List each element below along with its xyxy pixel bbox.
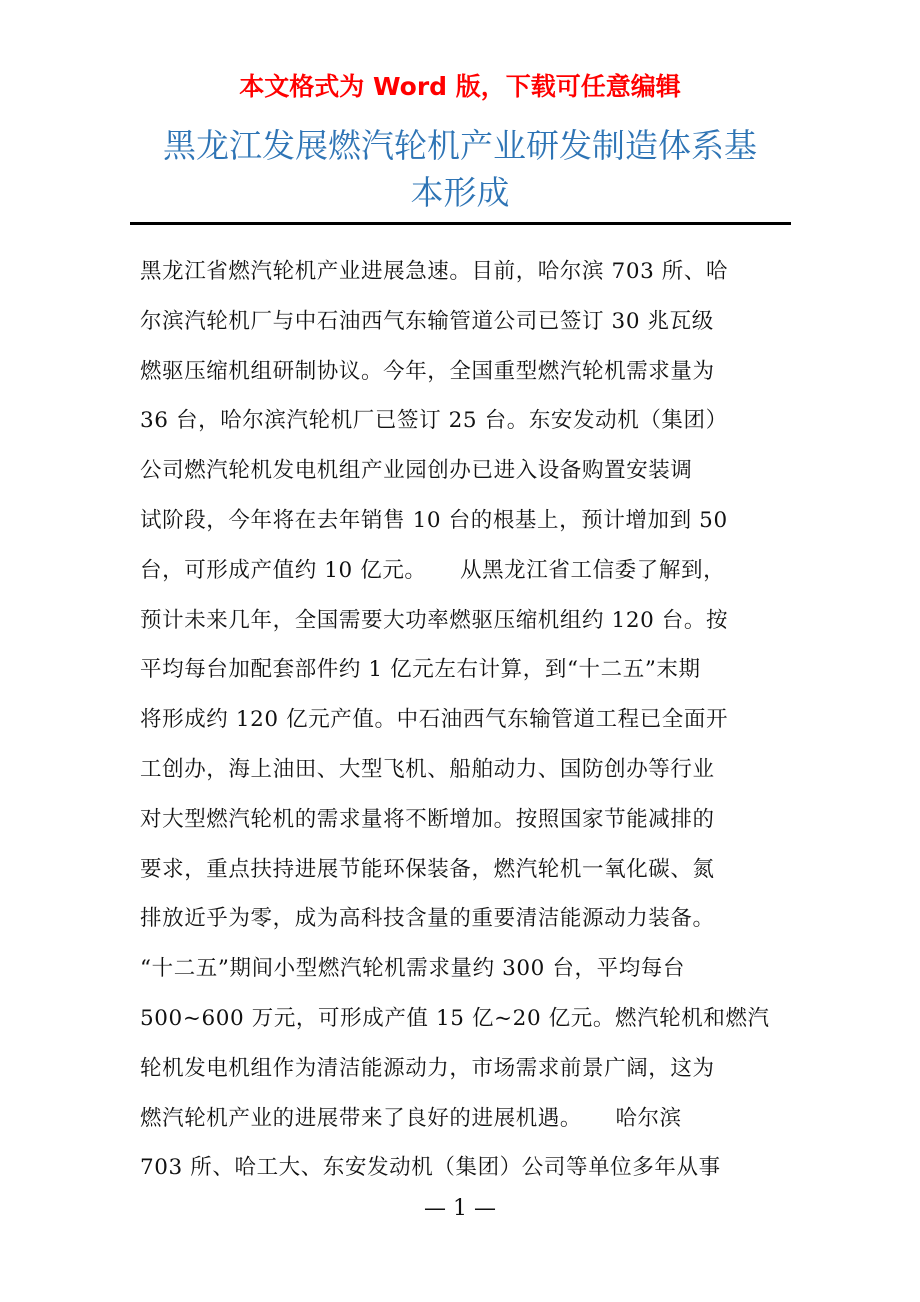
body-line: 公司燃汽轮机发电机组产业园创办已进入设备购置安装调 [140,458,693,484]
body-line: 36 台，哈尔滨汽轮机厂已签订 25 台。东安发动机（集团） [140,408,728,434]
document-title [130,122,790,216]
body-line: 要求，重点扶持进展节能环保装备，燃汽轮机一氧化碳、氮 [140,856,715,882]
body-line: 试阶段，今年将在去年销售 10 台的根基上，预计增加到 50 [140,507,728,533]
editable-notice: 本文格式为 Word 版，下载可任意编辑 [239,72,681,101]
body-line: 台，可形成产值约 10 亿元。 从黑龙江省工信委了解到， [140,557,726,583]
body-line: 500~600 万元，可形成产值 15 亿~20 亿元。燃汽轮机和燃汽 [140,1005,770,1031]
body-text [140,252,795,1198]
body-line: 将形成约 120 亿元产值。中石油西气东输管道工程已全面开 [140,707,729,733]
body-line: 排放近乎为零，成为高科技含量的重要清洁能源动力装备。 [140,906,715,932]
body-line: 对大型燃汽轮机的需求量将不断增加。按照国家节能减排的 [140,806,715,832]
body-line: 燃驱压缩机组研制协议。今年，全国重型燃汽轮机需求量为 [140,358,715,384]
body-line: 703 所、哈工大、东安发动机（集团）公司等单位多年从事 [140,1155,721,1181]
body-line: 平均每台加配套部件约 1 亿元左右计算，到“十二五”末期 [140,657,701,683]
title-line: 黑龙江发展燃汽轮机产业研发制造体系基 [163,126,757,165]
body-line: 尔滨汽轮机厂与中石油西气东输管道公司已签订 30 兆瓦级 [140,308,714,334]
body-line: 工创办，海上油田、大型飞机、船舶动力、国防创办等行业 [140,756,715,782]
body-line: 燃汽轮机产业的进展带来了良好的进展机遇。 哈尔滨 [140,1105,682,1131]
title-divider [130,222,791,225]
page-number: — 1 — [424,1196,496,1221]
body-line: 黑龙江省燃汽轮机产业进展急速。目前，哈尔滨 703 所、哈 [140,259,729,284]
body-line: “十二五”期间小型燃汽轮机需求量约 300 台，平均每台 [140,956,685,982]
body-line: 轮机发电机组作为清洁能源动力，市场需求前景广阔，这为 [140,1055,715,1081]
title-line: 本形成 [410,173,510,212]
body-line: 预计未来几年，全国需要大功率燃驱压缩机组约 120 台。按 [140,607,729,633]
